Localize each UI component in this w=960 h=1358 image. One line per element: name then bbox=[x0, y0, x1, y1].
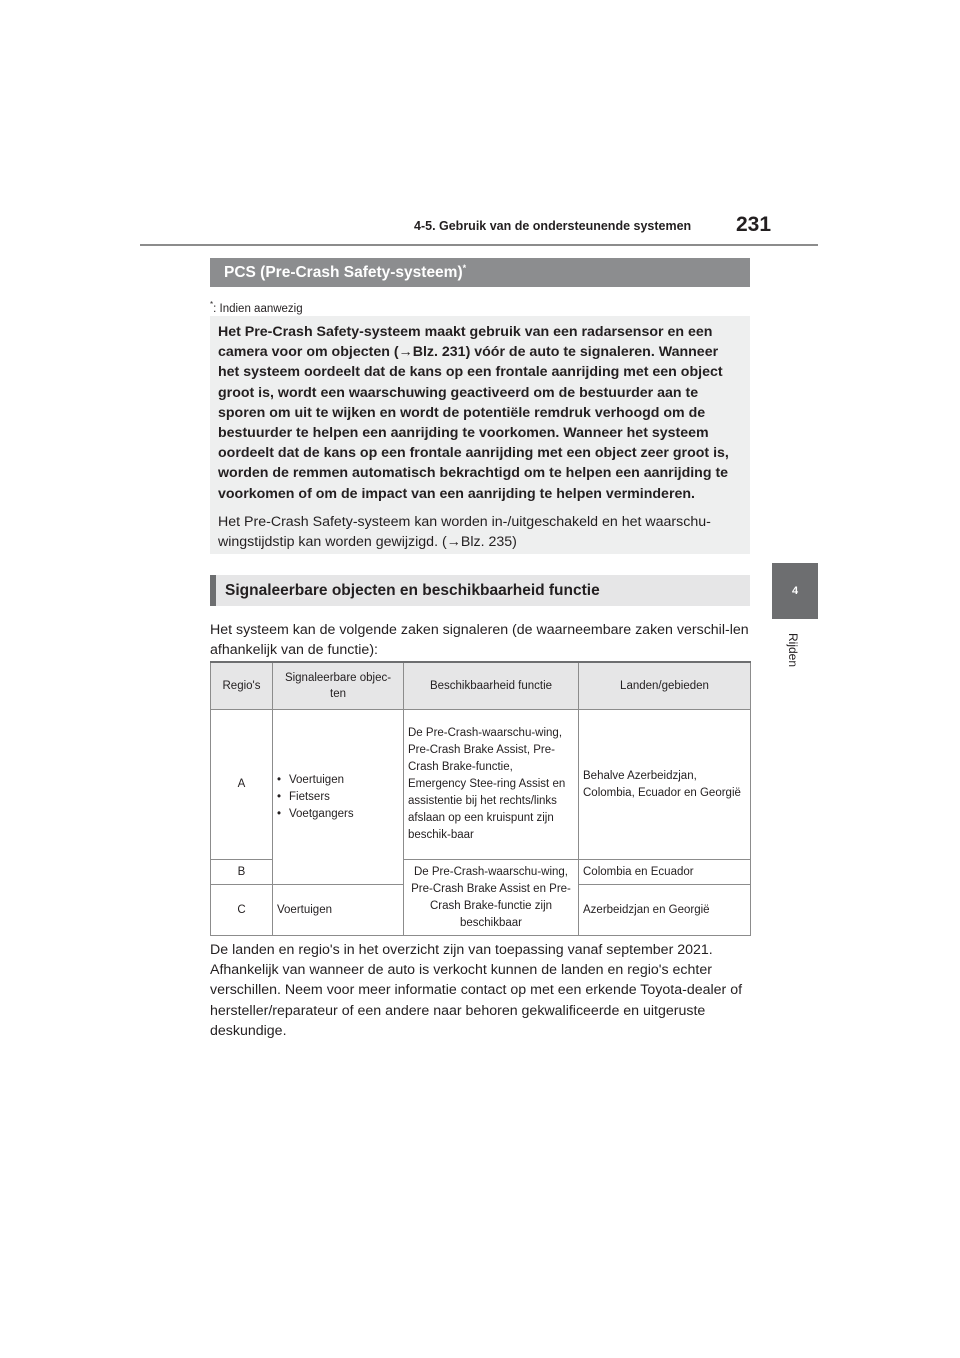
section-title-objects: Signaleerbare objecten en beschikbaarheid functie bbox=[210, 575, 750, 606]
table-row bbox=[211, 710, 751, 860]
intro-bold-paragraph: Het Pre-Crash Safety-systeem maakt gebruik van een radarsensor en een camera voor om objecten (→Blz. 231) vóór de auto te signaleren. Wanneer het systeem oordeelt dat de kans op een frontale aanrijding met een object groot is, wordt een waarschuwing geactiveerd om de bestuurder aan te sporen om uit te wijken en wordt de potentiële remdruk verhoogd om de bestuurder te helpen een aanrijding te voorkomen. Wanneer het systeem oordeelt dat de kans op een frontale aanrijding met een object zeer groot is, worden de remmen automatisch bekrachtigd om te helpen een aanrijding te voorkomen of om de impact van een aanrijding te helpen verminderen. bbox=[218, 324, 729, 502]
closing-paragraph: De landen en regio's in het overzicht zijn van toepassing vanaf september 2021. Afhankelijk van wanneer de auto is verkocht kunnen de landen en regio's echter verschillen. Neem voor meer informatie contact op met een erkende Toyota-dealer of hersteller/reparateur of een andere naar behoren gekwalificeerde en uitgeruste deskundige. bbox=[210, 942, 743, 1039]
countries-cell: Azerbeidzjan en Georgië bbox=[579, 885, 751, 936]
table-intro-paragraph: Het systeem kan de volgende zaken signaleren (de waarneembare zaken verschil-len afhankelijk van de functie): bbox=[210, 622, 749, 659]
objects-cell bbox=[273, 710, 404, 885]
availability-cell: De Pre-Crash-waarschu-wing, Pre-Crash Brake Assist en Pre-Crash Brake-functie zijn beschikbaar bbox=[404, 860, 579, 936]
countries-cell: Colombia en Ecuador bbox=[579, 860, 751, 885]
page-number: 231 bbox=[736, 213, 772, 236]
chapter-tab: 4 bbox=[772, 563, 818, 619]
column-header: Beschikbaarheid functie bbox=[404, 662, 579, 710]
table-header-row bbox=[211, 662, 751, 710]
objects-table bbox=[210, 661, 751, 936]
section-title-pcs bbox=[210, 258, 750, 287]
page-header-section: 4-5. Gebruik van de ondersteunende systemen bbox=[414, 219, 692, 233]
objects-list bbox=[277, 772, 399, 823]
header-rule bbox=[140, 244, 818, 246]
column-header: Landen/gebieden bbox=[579, 662, 751, 710]
list-item: • Fietsers bbox=[277, 789, 399, 806]
column-header: Regio's bbox=[211, 662, 273, 710]
intro-normal-paragraph: Het Pre-Crash Safety-systeem kan worden in-/uitgeschakeld en het waarschu-wingstijdstip kan worden gewijzigd. (→Blz. 235) bbox=[218, 513, 711, 551]
list-item: • Voertuigen bbox=[277, 772, 399, 789]
countries-cell: Behalve Azerbeidzjan, Colombia, Ecuador en Georgië bbox=[579, 710, 751, 860]
section-title-text: PCS (Pre-Crash Safety-systeem) bbox=[224, 264, 463, 281]
footnote-text: : Indien aanwezig bbox=[213, 302, 303, 315]
column-header: Signaleerbare objec-ten bbox=[273, 662, 404, 710]
footnote bbox=[210, 300, 303, 315]
footnote-marker: * bbox=[462, 262, 467, 273]
chapter-label: Rijden bbox=[786, 633, 800, 668]
region-cell: B bbox=[211, 860, 273, 885]
availability-cell: De Pre-Crash-waarschu-wing, Pre-Crash Brake Assist, Pre-Crash Brake-functie, Emergency Stee-ring Assist en assistentie bij het rechts/links afslaan op een kruispunt zijn beschik-baar bbox=[404, 710, 579, 860]
region-cell: A bbox=[211, 710, 273, 860]
objects-cell: Voertuigen bbox=[273, 885, 404, 936]
footnote-mark: * bbox=[210, 300, 214, 309]
list-item: • Voetgangers bbox=[277, 806, 399, 823]
region-cell: C bbox=[211, 885, 273, 936]
intro-box bbox=[210, 316, 750, 554]
